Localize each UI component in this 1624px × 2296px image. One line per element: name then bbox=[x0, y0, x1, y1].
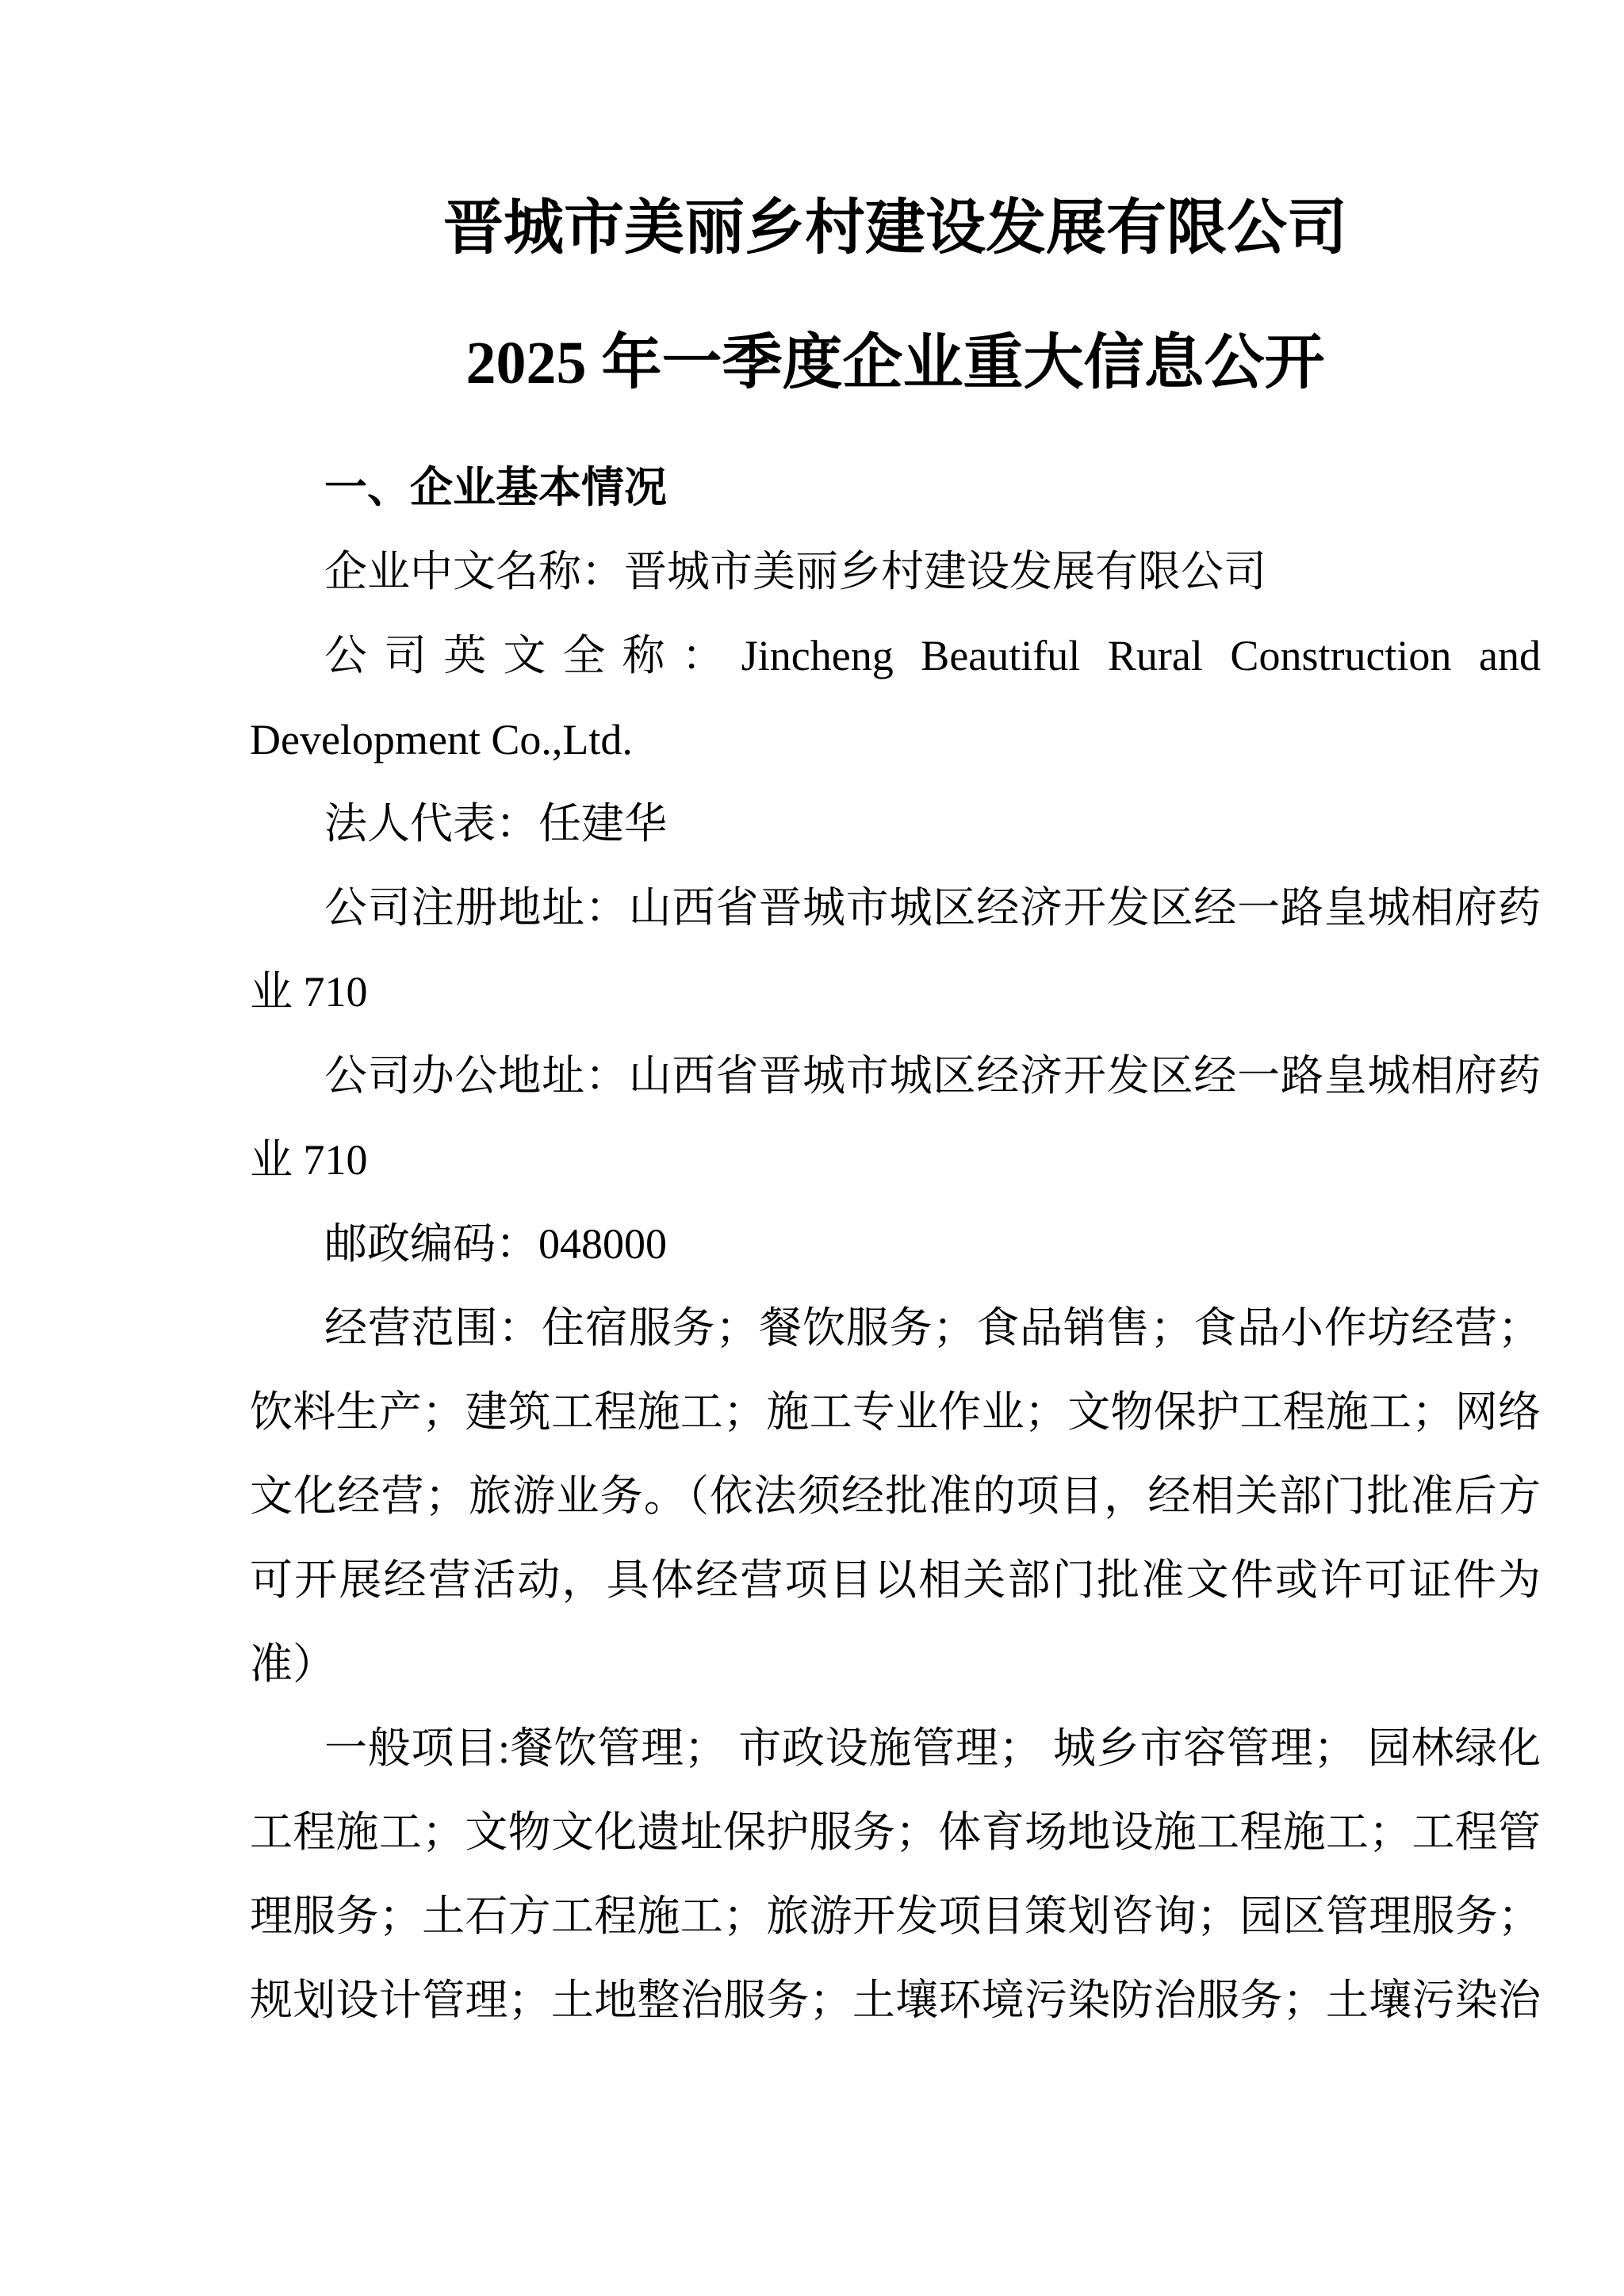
document-line: 饮料生产；建筑工程施工；施工专业作业；文物保护工程施工；网络 bbox=[250, 1388, 1541, 1436]
document-subtitle: 2025 年一季度企业重大信息公开 bbox=[465, 330, 1325, 396]
document-title: 晋城市美丽乡村建设发展有限公司 bbox=[443, 195, 1347, 262]
document-line: 经营范围：住宿服务；餐饮服务；食品销售；食品小作坊经营； bbox=[324, 1304, 1541, 1352]
document-line: 文化经营；旅游业务。（依法须经批准的项目，经相关部门批准后方 bbox=[250, 1472, 1541, 1520]
document-line: 公司注册地址：山西省晋城市城区经济开发区经一路皇城相府药 bbox=[324, 884, 1541, 932]
document-line: 一般项目:餐饮管理； 市政设施管理； 城乡市容管理； 园林绿化 bbox=[324, 1724, 1541, 1772]
document-line: 业 710 bbox=[250, 968, 368, 1016]
document-line: Development Co.,Ltd. bbox=[250, 716, 633, 763]
document-line: 企业中文名称：晋城市美丽乡村建设发展有限公司 bbox=[324, 548, 1266, 595]
document-line: 法人代表：任建华 bbox=[324, 800, 667, 848]
document-line: 理服务；土石方工程施工；旅游开发项目策划咨询；园区管理服务； bbox=[250, 1892, 1541, 1940]
document-line: 业 710 bbox=[250, 1136, 368, 1184]
document-line: 准） bbox=[250, 1640, 335, 1688]
document-line: 规划设计管理；土地整治服务；土壤环境污染防治服务；土壤污染治 bbox=[250, 1976, 1541, 2024]
document-line: 公司英文全称：Jincheng Beautiful Rural Construction and bbox=[324, 632, 1541, 679]
document-line: 邮政编码：048000 bbox=[324, 1220, 667, 1268]
document-body bbox=[250, 446, 1541, 2042]
document-line: 公司办公地址：山西省晋城市城区经济开发区经一路皇城相府药 bbox=[324, 1052, 1541, 1100]
section-heading: 一、企业基本情况 bbox=[324, 464, 667, 511]
document-line: 工程施工；文物文化遗址保护服务；体育场地设施工程施工；工程管 bbox=[250, 1808, 1541, 1856]
document-line: 可开展经营活动，具体经营项目以相关部门批准文件或许可证件为 bbox=[250, 1556, 1541, 1604]
